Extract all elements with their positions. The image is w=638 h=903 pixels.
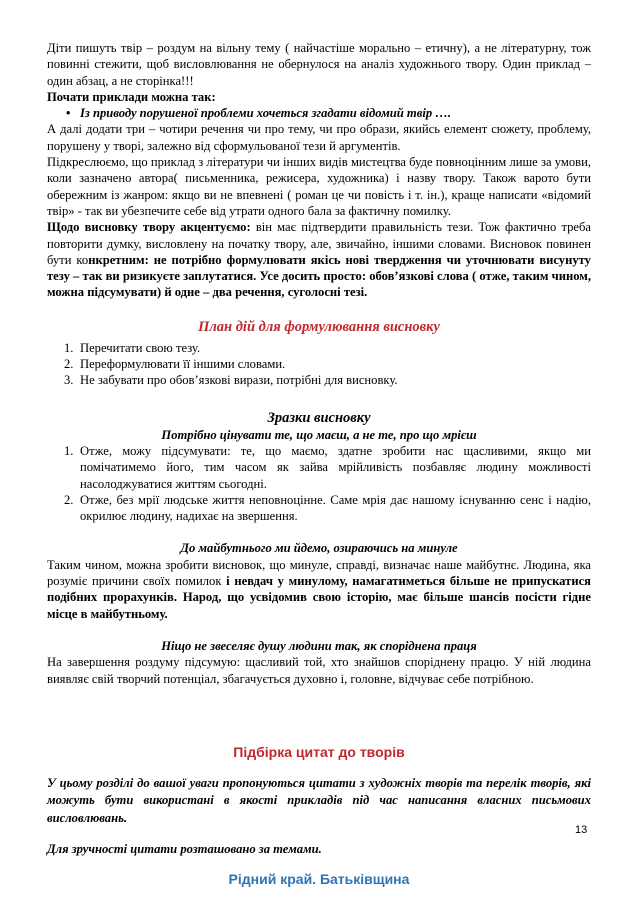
list-item: 2. Переформулювати її іншими словами.	[64, 357, 286, 372]
plan-list	[47, 340, 591, 389]
conclusion-lead: Щодо висновку твору акцентуємо:	[47, 220, 251, 235]
paragraph-conclusion	[47, 219, 591, 300]
list-item: 2. Отже, без мрії людське життя неповноцінне. Саме мрія дає нашому існуванню сенс і надію, окрилює людину, надихає на звершення.	[64, 492, 591, 524]
list-item: 1. Перечитати свою тезу.	[64, 340, 201, 355]
paragraph-emphasis: Підкреслюємо, що приклад з літератури чи інших видів мистецтва буде повноцінним лише за умови, коли зазначено автора( письменника, режисера, художника) і назву твору. Також варото бути обережним із жанром: якщо ви не впевнені ( роман це чи повість і т. ін.), краще написати «відомий твір» - так ви убезпечите себе від утрати одного бала за фактичну помилку.	[47, 155, 591, 218]
conclusion-text: він має підтвердити правильність тези. Тож фактично треба повторити думку, висловлену на початку твору, але, звичайно, іншими словами. Висновок повинен бути ко	[47, 220, 592, 267]
list-item: 3. Не забувати про обов’язкові вирази, потрібні для висновку.	[64, 373, 398, 388]
sample2-title: До майбутнього ми йдемо, озираючись на минуле	[180, 541, 458, 556]
sample1-list	[47, 443, 591, 524]
quotes-title: Підбірка цитат до творів	[233, 743, 405, 760]
quotes-note: Для зручності цитати розташовано за темами.	[47, 842, 322, 857]
example-bullet: • Із приводу порушеної проблеми хочеться згадати відомий твір ….	[80, 105, 591, 121]
examples-heading: Почати приклади можна так:	[47, 89, 216, 104]
page-number: 13	[575, 824, 588, 836]
examples-list	[47, 105, 591, 121]
quotes-intro: У цьому розділі до вашої уваги пропонуються цитати з художніх творів та перелік творів, які можуть бути використані в якості прикладів під час написання власних письмових висловлювань.	[47, 775, 591, 825]
section-title: Рідний край. Батьківщина	[228, 870, 410, 887]
sample2-text: Таким чином, можна зробити висновок, що минуле, справді, визначає наше майбутнє. Людина, яка розуміє причини своїх помилок і невдач у минулому, намагатиметься більше не припускатися подібних прорахунків. Народ, що усвідомив свою історію, має більше шансів посісти гідне місце в майбутньому.	[47, 557, 591, 621]
samples-title: Зразки висновку	[267, 409, 371, 426]
paragraph-details: А далі додати три – чотири речення чи про тему, чи про образи, якийсь елемент сюжету, проблему, порушену у творі, залежно від сформульованої тези й аргументів.	[47, 122, 591, 153]
list-item: 1. Отже, можу підсумувати: те, що маємо, здатне зробити нас щасливими, якщо ми помічатимемо його, тим часом як зайва мрійливість позбавляє людину можливості насолоджуватися життям сьогодні.	[64, 443, 591, 491]
sample3-title: Ніщо не звеселяє душу людини так, як споріднена праця	[161, 638, 477, 653]
sample1-title: Потрібно цінувати те, що маєш, а не те, про що мрієш	[161, 427, 477, 442]
sample3-text: На завершення роздуму підсумую: щасливий той, хто знайшов споріднену працю. У ній людина виявляє свій творчий потенціал, збагачується духовно і, головне, відчуває себе потрібною.	[47, 655, 591, 686]
document-page	[47, 40, 591, 888]
conclusion-bold: нкретним: не потрібно формулювати якісь нові твердження чи уточнювати висунуту тезу – так ви ризикуєте заплутатися. Усе досить просто: обов’язкові слова ( отже, таким чином, можна підсумувати) й одне – два речення, суголосні тезі.	[47, 252, 591, 300]
plan-title: План дій для формулювання висновку	[198, 318, 440, 335]
paragraph-intro: Діти пишуть твір – роздум на вільну тему ( найчастіше морально – етичну), а не літературну, тож повинні стежити, щоб висловлювання не обернулося на аналіз художнього твору. Один приклад – один абзац, а не сторінка!!!	[47, 41, 591, 88]
